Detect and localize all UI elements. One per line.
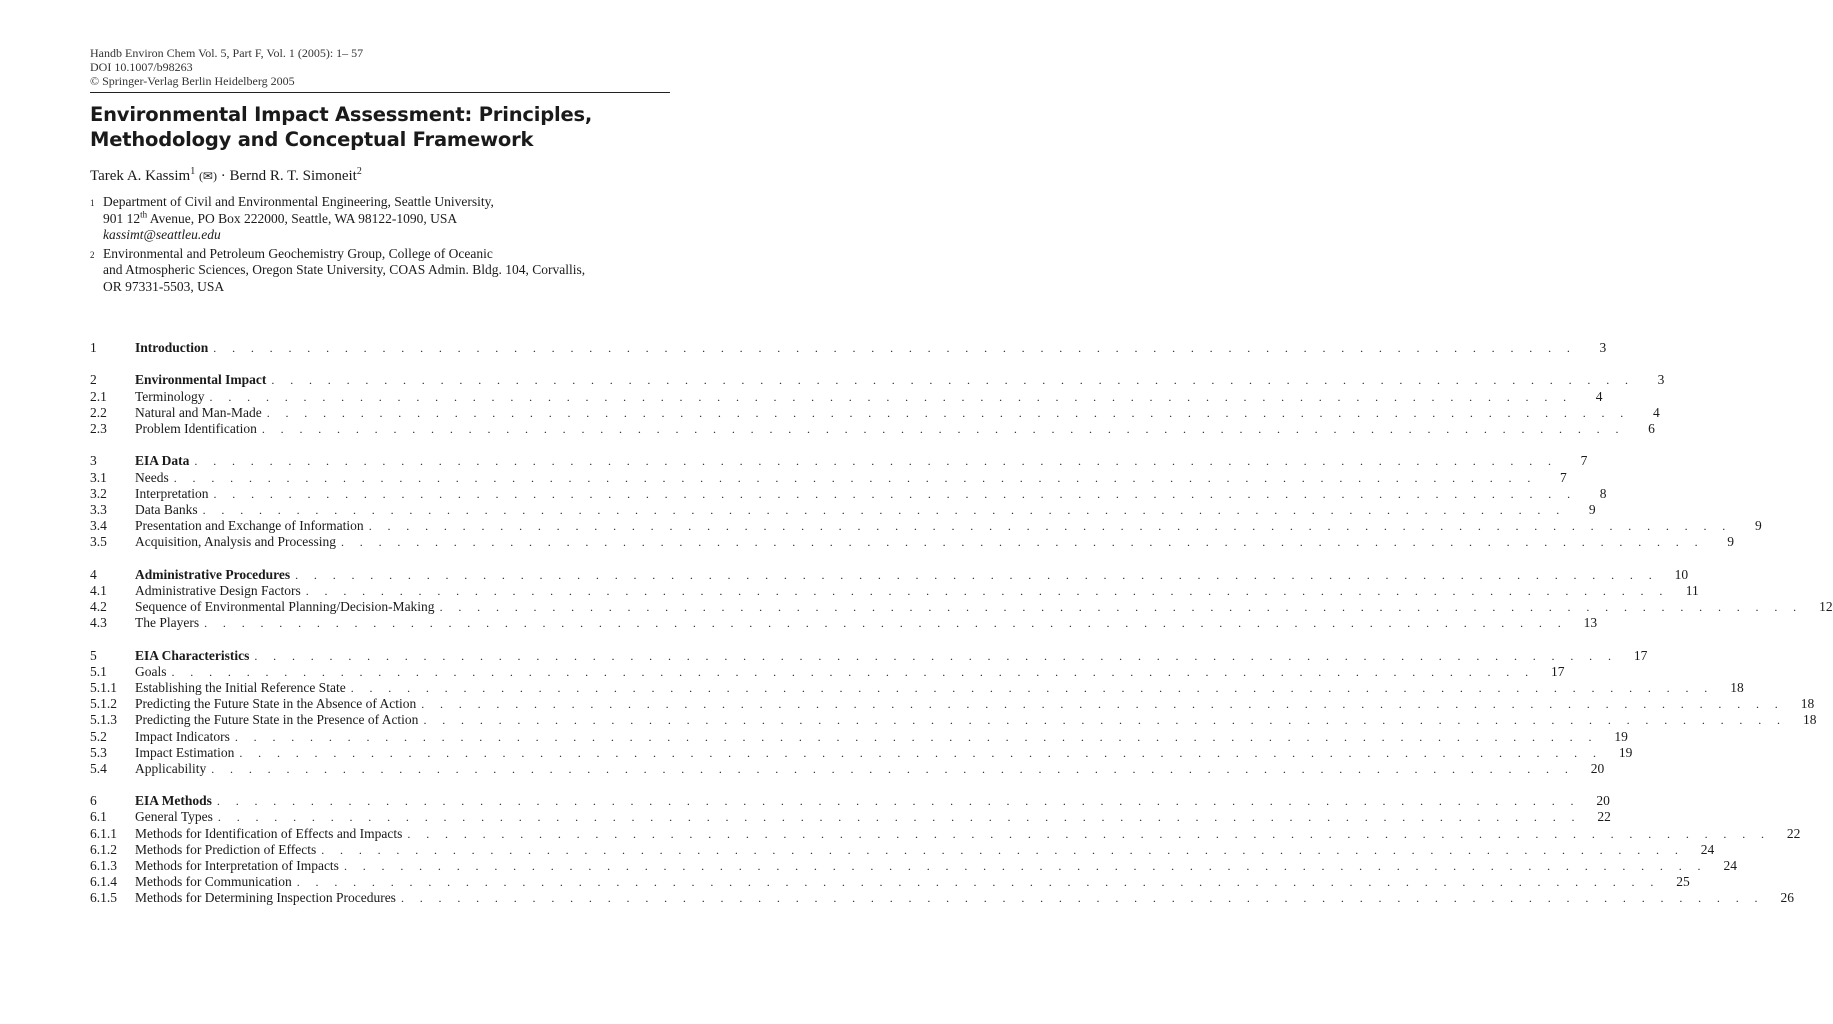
author-email[interactable]: kassimt@seattleu.edu <box>103 227 221 242</box>
toc-entry[interactable] <box>90 825 1801 842</box>
toc-leader-dots: . . . . . . . . . . . . . . . . . . . . . . . . . . . . . . . . . . . . . . . . . . . . . . . . . . . . . . . . . . . . . . . . . . . . . . . . . <box>368 519 1732 534</box>
toc-entry[interactable] <box>90 485 1607 502</box>
toc-entry-title: Methods for Prediction of Effects <box>135 841 317 857</box>
author-1-affiliation-mark: 1 <box>190 166 196 177</box>
toc-entry-number: 5.3 <box>90 744 107 760</box>
toc-leader-dots: . . . . . . . . . . . . . . . . . . . . . . . . . . . . . . . . . . . . . . . . . . . . . . . . . . . . . . . . . . . . . . . . . . . . . . . . . <box>254 648 1618 663</box>
toc-leader-dots: . . . . . . . . . . . . . . . . . . . . . . . . . . . . . . . . . . . . . . . . . . . . . . . . . . . . . . . . . . . . . . . . . . . . . . . . . <box>234 729 1598 744</box>
toc-entry-page: 17 <box>1633 647 1648 663</box>
toc-leader-dots: . . . . . . . . . . . . . . . . . . . . . . . . . . . . . . . . . . . . . . . . . . . . . . . . . . . . . . . . . . . . . . . . . . . . . . . . . <box>216 794 1580 809</box>
toc-entry-page: 13 <box>1583 615 1598 631</box>
toc-entry-number: 4.3 <box>90 615 107 631</box>
toc-section-group <box>90 566 1833 632</box>
toc-leader-dots: . . . . . . . . . . . . . . . . . . . . . . . . . . . . . . . . . . . . . . . . . . . . . . . . . . . . . . . . . . . . . . . . . . . . . . . . . <box>439 600 1803 614</box>
affiliation-1 <box>90 194 670 244</box>
toc-entry[interactable] <box>90 340 1607 356</box>
toc-entry-page: 20 <box>1590 760 1605 776</box>
toc-entry-title: Introduction <box>135 340 209 355</box>
meta-citation: Handb Environ Chem Vol. 5, Part F, Vol. 1 (2005): 1– 57 <box>90 46 364 60</box>
toc-section-group <box>90 453 1762 550</box>
toc-entry-number: 4.1 <box>90 582 107 598</box>
toc-entry[interactable] <box>90 679 1744 696</box>
toc-entry[interactable] <box>90 453 1588 469</box>
toc-entry-number: 5.1.3 <box>90 712 117 728</box>
address-part: 901 12 <box>103 210 141 226</box>
toc-entry-title: Data Banks <box>135 501 198 517</box>
toc-entry-number: 3.5 <box>90 534 107 550</box>
toc-entry-page: 24 <box>1700 841 1715 857</box>
toc-entry-number: 1 <box>90 340 97 355</box>
toc-leader-dots: . . . . . . . . . . . . . . . . . . . . . . . . . . . . . . . . . . . . . . . . . . . . . . . . . . . . . . . . . . . . . . . . . . . . . . . . . <box>295 567 1659 582</box>
toc-entry-page: 4 <box>1652 404 1660 420</box>
toc-entry-number: 4.2 <box>90 599 107 614</box>
toc-entry-title: Predicting the Future State in the Presence of Action <box>135 712 419 728</box>
toc-entry-title: The Players <box>135 615 200 631</box>
affiliation-2 <box>90 246 670 296</box>
toc-entry-page: 6 <box>1648 420 1655 436</box>
toc-entry-title: Applicability <box>135 760 207 776</box>
toc-leader-dots: . . . . . . . . . . . . . . . . . . . . . . . . . . . . . . . . . . . . . . . . . . . . . . . . . . . . . . . . . . . . . . . . . . . . . . . . . <box>423 713 1787 728</box>
toc-entry-title: Presentation and Exchange of Information <box>135 518 364 534</box>
toc-leader-dots: . . . . . . . . . . . . . . . . . . . . . . . . . . . . . . . . . . . . . . . . . . . . . . . . . . . . . . . . . . . . . . . . . . . . . . . . . <box>213 486 1577 501</box>
toc-entry-page: 11 <box>1685 582 1699 598</box>
toc-entry[interactable] <box>90 388 1603 405</box>
toc-entry-page: 22 <box>1786 825 1801 841</box>
envelope-icon: (✉) <box>198 169 217 183</box>
toc-entry-page: 24 <box>1723 858 1737 873</box>
toc-entry-number: 2 <box>90 372 97 388</box>
affiliation-line: and Atmospheric Sciences, Oregon State University, COAS Admin. Bldg. 104, Corvallis, <box>103 262 586 277</box>
toc-leader-dots: . . . . . . . . . . . . . . . . . . . . . . . . . . . . . . . . . . . . . . . . . . . . . . . . . . . . . . . . . . . . . . . . . . . . . . . . . <box>213 341 1577 355</box>
toc-entry-page: 18 <box>1800 696 1815 712</box>
toc-entry-title: Interpretation <box>135 485 209 501</box>
toc-entry-page: 7 <box>1580 453 1588 469</box>
toc-entry[interactable] <box>90 841 1715 858</box>
toc-entry-number: 4 <box>90 566 97 582</box>
toc-entry-page: 7 <box>1560 469 1567 485</box>
toc-entry[interactable] <box>90 599 1833 615</box>
toc-entry-title: Environmental Impact <box>135 372 267 388</box>
toc-entry[interactable] <box>90 615 1598 631</box>
toc-entry-number: 6.1.5 <box>90 890 117 906</box>
toc-entry-number: 5.1.2 <box>90 696 117 712</box>
toc-entry[interactable] <box>90 712 1817 728</box>
toc-entry-number: 6 <box>90 793 97 809</box>
toc-leader-dots: . . . . . . . . . . . . . . . . . . . . . . . . . . . . . . . . . . . . . . . . . . . . . . . . . . . . . . . . . . . . . . . . . . . . . . . . . <box>239 745 1603 760</box>
title-line-1: Environmental Impact Assessment: Principles, <box>90 103 593 126</box>
toc-entry-number: 6.1.3 <box>90 858 117 873</box>
toc-leader-dots: . . . . . . . . . . . . . . . . . . . . . . . . . . . . . . . . . . . . . . . . . . . . . . . . . . . . . . . . . . . . . . . . . . . . . . . . . <box>211 761 1575 776</box>
author-2-affiliation-mark: 2 <box>356 166 362 177</box>
table-of-contents <box>90 340 1833 923</box>
affiliation-line: Environmental and Petroleum Geochemistry Group, College of Oceanic <box>103 245 493 261</box>
toc-leader-dots: . . . . . . . . . . . . . . . . . . . . . . . . . . . . . . . . . . . . . . . . . . . . . . . . . . . . . . . . . . . . . . . . . . . . . . . . . <box>194 454 1558 469</box>
toc-entry-page: 22 <box>1597 809 1611 825</box>
toc-leader-dots: . . . . . . . . . . . . . . . . . . . . . . . . . . . . . . . . . . . . . . . . . . . . . . . . . . . . . . . . . . . . . . . . . . . . . . . . . <box>202 502 1566 517</box>
toc-entry[interactable] <box>90 518 1762 534</box>
publication-meta <box>90 46 670 88</box>
toc-entry-title: Methods for Interpretation of Impacts <box>135 858 339 873</box>
toc-entry[interactable] <box>90 404 1660 421</box>
toc-leader-dots: . . . . . . . . . . . . . . . . . . . . . . . . . . . . . . . . . . . . . . . . . . . . . . . . . . . . . . . . . . . . . . . . . . . . . . . . . <box>209 389 1573 404</box>
toc-entry[interactable] <box>90 858 1737 874</box>
toc-entry-number: 2.1 <box>90 388 107 404</box>
toc-entry-title: Natural and Man-Made <box>135 404 262 420</box>
toc-entry[interactable] <box>90 874 1690 890</box>
toc-entry[interactable] <box>90 760 1605 777</box>
meta-doi: DOI 10.1007/b98263 <box>90 60 193 74</box>
toc-entry[interactable] <box>90 728 1628 745</box>
toc-entry-page: 9 <box>1754 518 1762 534</box>
toc-leader-dots: . . . . . . . . . . . . . . . . . . . . . . . . . . . . . . . . . . . . . . . . . . . . . . . . . . . . . . . . . . . . . . . . . . . . . . . . . <box>421 697 1785 712</box>
toc-entry-number: 6.1 <box>90 809 107 825</box>
toc-entry-title: Methods for Identification of Effects and Impacts <box>135 825 403 841</box>
toc-entry[interactable] <box>90 372 1665 388</box>
toc-entry-number: 3.1 <box>90 469 107 485</box>
toc-entry-title: General Types <box>135 809 213 825</box>
toc-entry-page: 25 <box>1676 874 1690 890</box>
toc-entry[interactable] <box>90 469 1567 486</box>
toc-leader-dots: . . . . . . . . . . . . . . . . . . . . . . . . . . . . . . . . . . . . . . . . . . . . . . . . . . . . . . . . . . . . . . . . . . . . . . . . . <box>171 664 1535 679</box>
toc-entry[interactable] <box>90 420 1655 437</box>
toc-entry[interactable] <box>90 582 1699 599</box>
toc-entry-title: Predicting the Future State in the Absence of Action <box>135 696 417 712</box>
toc-entry-page: 8 <box>1599 485 1607 501</box>
toc-entry-title: Impact Indicators <box>135 728 230 744</box>
toc-entry[interactable] <box>90 501 1596 518</box>
document-page <box>90 46 670 297</box>
toc-entry-title: EIA Methods <box>135 793 212 809</box>
toc-entry-number: 5.1.1 <box>90 679 117 695</box>
toc-entry[interactable] <box>90 809 1611 825</box>
header-rule <box>90 92 670 93</box>
toc-entry-number: 5 <box>90 647 97 663</box>
toc-section-group <box>90 372 1665 437</box>
toc-entry-title: EIA Data <box>135 453 190 469</box>
toc-leader-dots: . . . . . . . . . . . . . . . . . . . . . . . . . . . . . . . . . . . . . . . . . . . . . . . . . . . . . . . . . . . . . . . . . . . . . . . . . <box>266 405 1630 420</box>
toc-entry[interactable] <box>90 534 1734 550</box>
toc-entry-number: 3 <box>90 453 97 469</box>
affiliation-line: OR 97331-5503, USA <box>103 278 225 294</box>
toc-section-group <box>90 793 1801 906</box>
toc-entry-number: 6.1.1 <box>90 825 117 841</box>
toc-entry-page: 19 <box>1618 744 1633 760</box>
toc-entry-title: Terminology <box>135 388 205 404</box>
toc-entry-title: EIA Characteristics <box>135 647 250 663</box>
toc-entry-page: 18 <box>1730 679 1744 695</box>
toc-entry-page: 10 <box>1674 566 1689 582</box>
toc-entry-title: Impact Estimation <box>135 744 235 760</box>
toc-entry-page: 9 <box>1727 534 1734 550</box>
toc-entry-number: 3.4 <box>90 518 107 534</box>
toc-entry-page: 20 <box>1596 793 1610 809</box>
toc-leader-dots: . . . . . . . . . . . . . . . . . . . . . . . . . . . . . . . . . . . . . . . . . . . . . . . . . . . . . . . . . . . . . . . . . . . . . . . . . <box>261 421 1625 436</box>
toc-entry-number: 5.2 <box>90 728 107 744</box>
affiliation-line <box>103 211 670 228</box>
toc-leader-dots: . . . . . . . . . . . . . . . . . . . . . . . . . . . . . . . . . . . . . . . . . . . . . . . . . . . . . . . . . . . . . . . . . . . . . . . . . <box>343 859 1707 873</box>
toc-entry-page: 9 <box>1588 501 1596 517</box>
toc-entry-page: 17 <box>1551 663 1565 679</box>
toc-entry-title: Administrative Design Factors <box>135 582 301 598</box>
address-part: Avenue, PO Box 222000, Seattle, WA 98122-1090, USA <box>147 210 458 226</box>
toc-entry-page: 12 <box>1819 599 1833 614</box>
toc-entry[interactable] <box>90 663 1565 680</box>
toc-entry[interactable] <box>90 744 1633 761</box>
meta-copyright: © Springer-Verlag Berlin Heidelberg 2005 <box>90 74 295 88</box>
toc-entry-number: 2.2 <box>90 404 107 420</box>
toc-leader-dots: . . . . . . . . . . . . . . . . . . . . . . . . . . . . . . . . . . . . . . . . . . . . . . . . . . . . . . . . . . . . . . . . . . . . . . . . . <box>305 583 1669 598</box>
affiliation-number: 2 <box>90 249 95 260</box>
toc-entry-title: Problem Identification <box>135 420 257 436</box>
affiliation-number: 1 <box>90 198 95 208</box>
toc-entry[interactable] <box>90 890 1794 906</box>
toc-entry-number: 6.1.2 <box>90 841 117 857</box>
toc-entry-page: 18 <box>1802 712 1817 728</box>
toc-entry-title: Administrative Procedures <box>135 566 291 582</box>
toc-entry-number: 6.1.4 <box>90 874 117 890</box>
toc-entry-page: 3 <box>1599 340 1607 355</box>
toc-leader-dots: . . . . . . . . . . . . . . . . . . . . . . . . . . . . . . . . . . . . . . . . . . . . . . . . . . . . . . . . . . . . . . . . . . . . . . . . . <box>350 680 1714 695</box>
toc-leader-dots: . . . . . . . . . . . . . . . . . . . . . . . . . . . . . . . . . . . . . . . . . . . . . . . . . . . . . . . . . . . . . . . . . . . . . . . . . <box>400 891 1764 906</box>
toc-entry-page: 4 <box>1595 388 1603 404</box>
toc-leader-dots: . . . . . . . . . . . . . . . . . . . . . . . . . . . . . . . . . . . . . . . . . . . . . . . . . . . . . . . . . . . . . . . . . . . . . . . . . <box>204 616 1568 631</box>
toc-entry-title: Methods for Communication <box>135 874 292 890</box>
toc-entry-number: 2.3 <box>90 420 107 436</box>
toc-entry[interactable] <box>90 647 1648 664</box>
toc-entry-page: 3 <box>1657 372 1665 388</box>
toc-entry-number: 5.4 <box>90 760 107 776</box>
toc-entry-page: 26 <box>1780 890 1794 906</box>
affiliations <box>90 194 670 295</box>
toc-entry-number: 3.3 <box>90 501 107 517</box>
title-line-2: Methodology and Conceptual Framework <box>90 128 534 151</box>
toc-leader-dots: . . . . . . . . . . . . . . . . . . . . . . . . . . . . . . . . . . . . . . . . . . . . . . . . . . . . . . . . . . . . . . . . . . . . . . . . . <box>407 826 1771 841</box>
address-ordinal: th <box>140 209 148 219</box>
toc-entry-title: Acquisition, Analysis and Processing <box>135 534 336 550</box>
toc-entry[interactable] <box>90 566 1689 583</box>
toc-section-group <box>90 647 1817 778</box>
toc-entry[interactable] <box>90 793 1610 809</box>
toc-section-group <box>90 340 1607 356</box>
toc-entry-title: Needs <box>135 469 169 485</box>
toc-entry-title: Goals <box>135 663 167 679</box>
toc-entry-number: 5.1 <box>90 663 107 679</box>
author-line <box>90 166 670 186</box>
toc-entry-title: Sequence of Environmental Planning/Decision-Making <box>135 599 435 614</box>
toc-entry-number: 3.2 <box>90 485 107 501</box>
toc-entry-title: Establishing the Initial Reference State <box>135 679 346 695</box>
toc-leader-dots: . . . . . . . . . . . . . . . . . . . . . . . . . . . . . . . . . . . . . . . . . . . . . . . . . . . . . . . . . . . . . . . . . . . . . . . . . <box>296 875 1660 890</box>
toc-entry-title: Methods for Determining Inspection Procedures <box>135 890 396 906</box>
toc-entry-page: 19 <box>1614 728 1628 744</box>
author-1: Tarek A. Kassim <box>90 168 191 184</box>
toc-leader-dots: . . . . . . . . . . . . . . . . . . . . . . . . . . . . . . . . . . . . . . . . . . . . . . . . . . . . . . . . . . . . . . . . . . . . . . . . . <box>173 470 1537 485</box>
toc-entry[interactable] <box>90 696 1815 712</box>
toc-leader-dots: . . . . . . . . . . . . . . . . . . . . . . . . . . . . . . . . . . . . . . . . . . . . . . . . . . . . . . . . . . . . . . . . . . . . . . . . . <box>271 373 1635 388</box>
author-separator: · <box>216 168 230 184</box>
toc-leader-dots: . . . . . . . . . . . . . . . . . . . . . . . . . . . . . . . . . . . . . . . . . . . . . . . . . . . . . . . . . . . . . . . . . . . . . . . . . <box>341 535 1704 550</box>
paper-title <box>90 102 670 152</box>
author-2: Bernd R. T. Simoneit <box>229 168 357 184</box>
toc-leader-dots: . . . . . . . . . . . . . . . . . . . . . . . . . . . . . . . . . . . . . . . . . . . . . . . . . . . . . . . . . . . . . . . . . . . . . . . . . <box>321 842 1685 857</box>
affiliation-line: Department of Civil and Environmental Engineering, Seattle University, <box>103 194 494 209</box>
toc-leader-dots: . . . . . . . . . . . . . . . . . . . . . . . . . . . . . . . . . . . . . . . . . . . . . . . . . . . . . . . . . . . . . . . . . . . . . . . . . <box>217 810 1581 825</box>
